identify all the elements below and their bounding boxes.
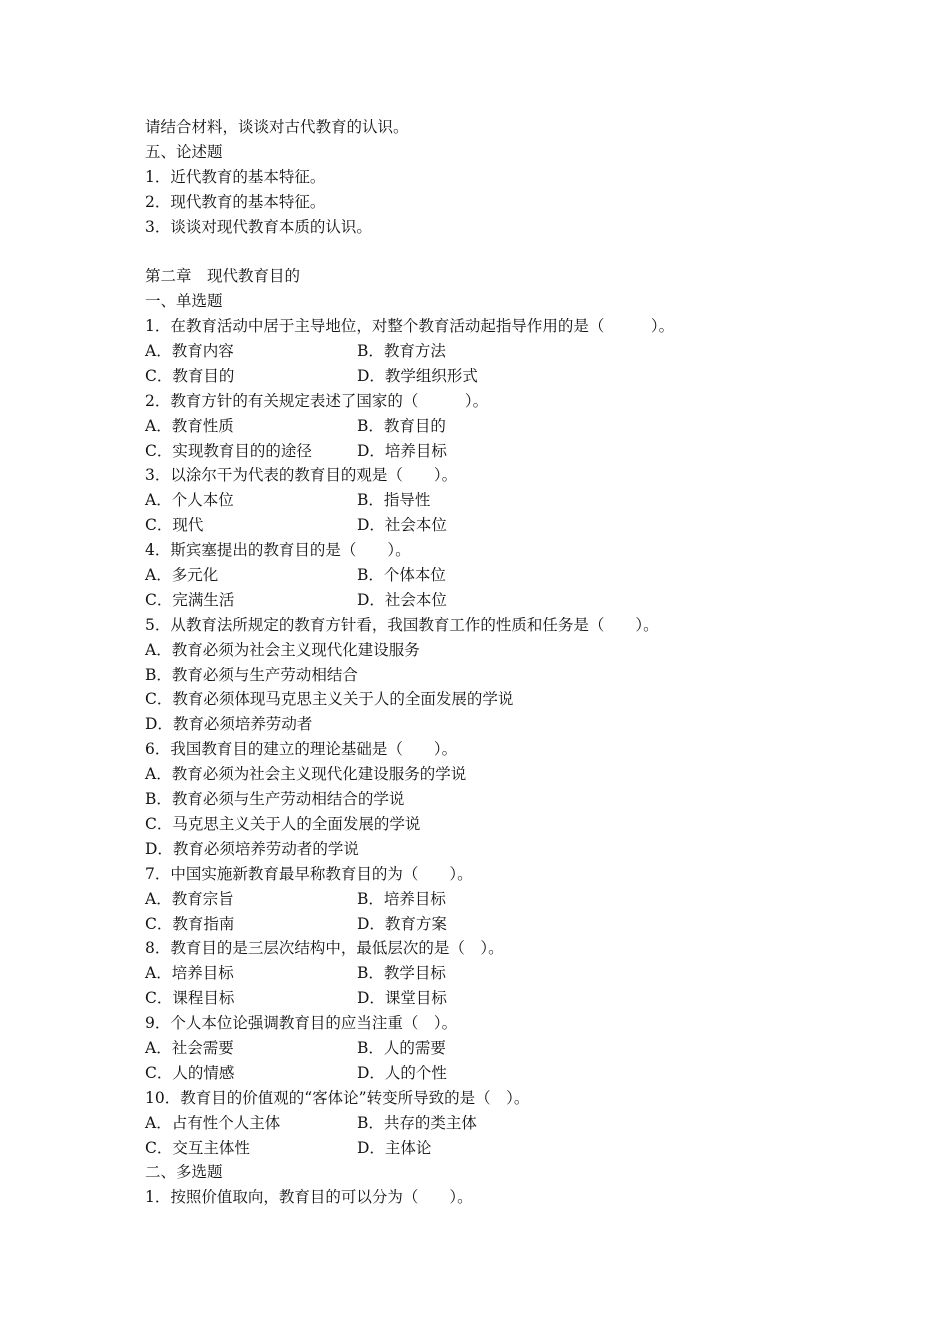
option-c: C．教育指南 [145,914,235,933]
option-d: D．主体论 [357,1138,432,1157]
options-row [145,588,845,613]
options-row [145,1111,845,1136]
option-c: C．交互主体性 [145,1138,250,1157]
question-text: 8．教育目的是三层次结构中，最低层次的是（ ）。 [145,939,504,958]
option-b: B．教育方法 [357,342,446,361]
options-row [145,912,845,937]
question-text: 10．教育目的价值观的“客体论”转变所导致的是（ ）。 [145,1088,530,1107]
option-c: C．教育必须体现马克思主义关于人的全面发展的学说 [145,690,514,709]
question-text: 4．斯宾塞提出的教育目的是（ ）。 [145,541,411,560]
options-row [145,513,845,538]
option-c: C．实现教育目的的途径 [145,441,312,460]
option-a: A．教育必须为社会主义现代化建设服务 [145,640,420,659]
options-row [145,339,845,364]
option-b: B．教学目标 [357,964,446,983]
chapter-title: 第二章 现代教育目的 [145,267,301,286]
options-row [145,563,845,588]
options-row [145,986,845,1011]
option-c: C．教育目的 [145,366,235,385]
option-d: D．教育必须培养劳动者的学说 [145,839,359,858]
option-d: D．教育方案 [357,914,447,933]
question-text: 1．按照价值取向，教育目的可以分为（ ）。 [145,1188,473,1207]
option-a: A．占有性个人主体 [145,1113,281,1132]
option-a: A．教育必须为社会主义现代化建设服务的学说 [145,765,467,784]
question-text: 3．以涂尔干为代表的教育目的观是（ ）。 [145,466,458,485]
question-text: 7．中国实施新教育最早称教育目的为（ ）。 [145,864,473,883]
option-c: C．马克思主义关于人的全面发展的学说 [145,814,421,833]
option-b: B．个体本位 [357,566,446,585]
options-row [145,439,845,464]
option-b: B．教育目的 [357,416,446,435]
option-d: D．课堂目标 [357,989,447,1008]
document-page [145,115,845,1210]
options-row [145,1036,845,1061]
section-heading: 一、单选题 [145,292,223,311]
option-d: D．社会本位 [357,516,447,535]
option-a: A．多元化 [145,566,219,585]
list-item: 2．现代教育的基本特征。 [145,192,326,211]
option-d: D．人的个性 [357,1063,447,1082]
question-text: 5．从教育法所规定的教育方针看，我国教育工作的性质和任务是（ ）。 [145,615,659,634]
option-a: A．教育内容 [145,342,234,361]
options-row [145,488,845,513]
option-d: D．培养目标 [357,441,447,460]
question-text: 1．在教育活动中居于主导地位，对整个教育活动起指导作用的是（ ）。 [145,317,675,336]
question-text: 6．我国教育目的建立的理论基础是（ ）。 [145,740,458,759]
option-b: B．教育必须与生产劳动相结合 [145,665,358,684]
option-c: C．人的情感 [145,1063,235,1082]
option-c: C．现代 [145,516,204,535]
options-row [145,887,845,912]
question-text: 9．个人本位论强调教育目的应当注重（ ）。 [145,1014,458,1033]
option-b: B．培养目标 [357,889,446,908]
list-item: 3．谈谈对现代教育本质的认识。 [145,217,372,236]
options-row [145,1061,845,1086]
option-d: D．社会本位 [357,590,447,609]
blank-line [145,239,845,264]
intro-line: 请结合材料，谈谈对古代教育的认识。 [145,118,409,136]
question-text: 2．教育方针的有关规定表述了国家的（ ）。 [145,391,489,410]
option-c: C．课程目标 [145,989,235,1008]
options-row [145,364,845,389]
option-a: A．教育宗旨 [145,889,234,908]
list-item: 1．近代教育的基本特征。 [145,167,326,186]
option-d: D．教学组织形式 [357,366,478,385]
option-d: D．教育必须培养劳动者 [145,715,313,734]
section-heading: 二、多选题 [145,1163,223,1182]
option-b: B．共存的类主体 [357,1113,477,1132]
option-a: A．培养目标 [145,964,234,983]
options-row [145,414,845,439]
option-b: B．指导性 [357,491,431,510]
option-a: A．社会需要 [145,1038,234,1057]
section-heading: 五、论述题 [145,142,223,161]
option-a: A．个人本位 [145,491,234,510]
options-row [145,1136,845,1161]
option-b: B．人的需要 [357,1038,446,1057]
option-a: A．教育性质 [145,416,234,435]
options-row [145,961,845,986]
option-c: C．完满生活 [145,590,235,609]
option-b: B．教育必须与生产劳动相结合的学说 [145,790,405,809]
